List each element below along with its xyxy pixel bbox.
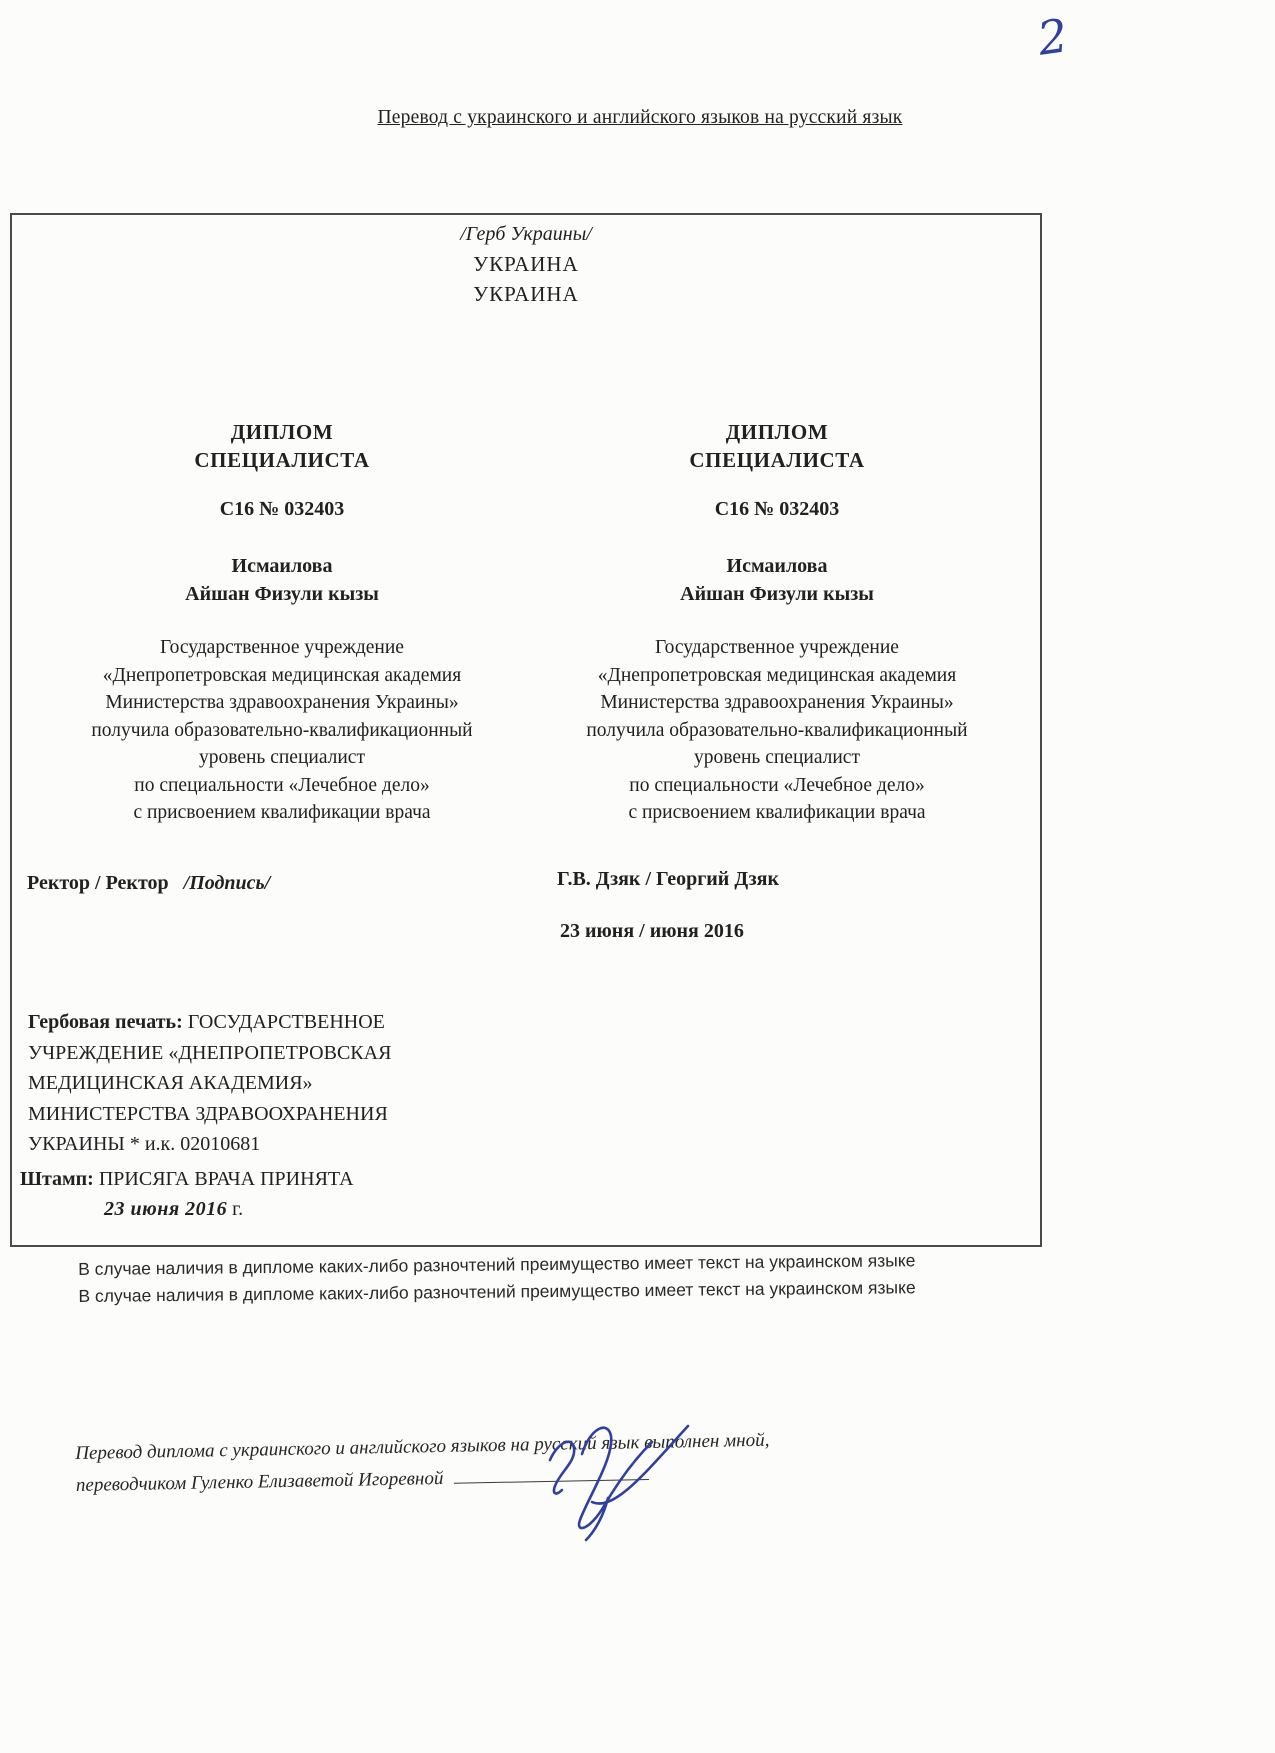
stamp-date-line xyxy=(104,1194,354,1224)
stamp-date: 23 июня 2016 xyxy=(104,1198,228,1220)
diploma-title xyxy=(552,418,1002,474)
body-line: уровень специалист xyxy=(694,747,860,768)
diploma-title xyxy=(57,418,507,474)
disclaimer-line2: В случае наличия в дипломе каких-либо разночтений преимущество имеет текст на украинском языке xyxy=(78,1277,916,1306)
body-line: Государственное учреждение xyxy=(160,637,404,658)
body-line: по специальности «Лечебное дело» xyxy=(134,774,430,796)
body-line: получила образовательно-квалификационный xyxy=(91,719,473,741)
stamp-oath-text: ПРИСЯГА ВРАЧА ПРИНЯТА xyxy=(98,1168,354,1190)
body-line: по специальности «Лечебное дело» xyxy=(629,774,925,796)
rector-label: Ректор / Ректор xyxy=(27,872,169,894)
translation-header: Перевод с украинского и английского языков на русский язык xyxy=(377,107,903,128)
graduate-surname: Исмаилова xyxy=(231,555,333,577)
language-priority-disclaimer xyxy=(78,1244,1219,1310)
seal-line: МИНИСТЕРСТВА ЗДРАВООХРАНЕНИЯ xyxy=(28,1102,388,1125)
diploma-box xyxy=(10,213,1042,1247)
country-name-line2: УКРАИНА xyxy=(473,282,579,306)
graduate-name xyxy=(57,552,507,608)
stamp-label: Штамп: xyxy=(20,1168,94,1190)
body-line: Государственное учреждение xyxy=(655,637,899,658)
body-line: «Днепропетровская медицинская академия xyxy=(597,664,957,686)
seal-line: УКРАИНЫ * и.к. 02010681 xyxy=(28,1133,261,1155)
body-line: с присвоением квалификации врача xyxy=(133,802,431,823)
diploma-title-line2: СПЕЦИАЛИСТА xyxy=(689,448,865,472)
issue-date: 23 июня / июня 2016 xyxy=(560,920,744,942)
translator-note-line2: переводчиком Гуленко Елизаветой Игоревной xyxy=(75,1467,444,1496)
diploma-serial-number: С16 № 032403 xyxy=(219,498,345,520)
stamp-date-suffix: г. xyxy=(232,1198,244,1220)
rector-signature-line xyxy=(27,872,270,895)
disclaimer-line1: В случае наличия в дипломе каких-либо разночтений преимущество имеет текст на украинском языке xyxy=(78,1250,916,1279)
seal-line: УЧРЕЖДЕНИЕ «ДНЕПРОПЕТРОВСКАЯ xyxy=(28,1041,392,1064)
diploma-column-right xyxy=(552,215,1002,1245)
graduate-given-names: Айшан Физули кызы xyxy=(680,583,874,605)
stamp-text xyxy=(20,1164,354,1224)
body-line: Министерства здравоохранения Украины» xyxy=(600,692,954,713)
diploma-serial-number: С16 № 032403 xyxy=(714,498,840,520)
emblem-note: /Герб Украины/ xyxy=(460,223,592,245)
handwritten-page-number: 2 xyxy=(1034,8,1071,66)
diploma-title-line2: СПЕЦИАЛИСТА xyxy=(194,448,370,472)
diploma-title-line1: ДИПЛОМ xyxy=(230,420,334,444)
translator-handwritten-signature xyxy=(520,1402,705,1547)
graduate-name xyxy=(552,552,1002,608)
seal-line xyxy=(28,1007,458,1038)
graduate-surname: Исмаилова xyxy=(726,555,828,577)
seal-line1-text: ГОСУДАРСТВЕННОЕ xyxy=(187,1011,385,1033)
diploma-body-text xyxy=(552,634,1002,827)
body-line: Министерства здравоохранения Украины» xyxy=(105,692,459,713)
seal-label: Гербовая печать: xyxy=(28,1011,183,1033)
diploma-title-line1: ДИПЛОМ xyxy=(725,420,829,444)
signature-placeholder-note: /Подпись/ xyxy=(183,872,271,894)
body-line: с присвоением квалификации врача xyxy=(628,802,926,823)
translator-note-line1: Перевод диплома с украинского и английского языков на русский язык выполнен мной, xyxy=(75,1429,770,1464)
official-seal-text xyxy=(28,1007,458,1160)
stamp-line xyxy=(20,1164,354,1194)
diploma-body-text xyxy=(57,634,507,827)
graduate-given-names: Айшан Физули кызы xyxy=(185,583,379,605)
body-line: уровень специалист xyxy=(199,747,365,768)
seal-line: МЕДИЦИНСКАЯ АКАДЕМИЯ» xyxy=(28,1072,313,1094)
body-line: «Днепропетровская медицинская академия xyxy=(102,664,462,686)
country-name-line1: УКРАИНА xyxy=(473,252,579,276)
rector-name: Г.В. Дзяк / Георгий Дзяк xyxy=(557,868,779,890)
body-line: получила образовательно-квалификационный xyxy=(586,719,968,741)
